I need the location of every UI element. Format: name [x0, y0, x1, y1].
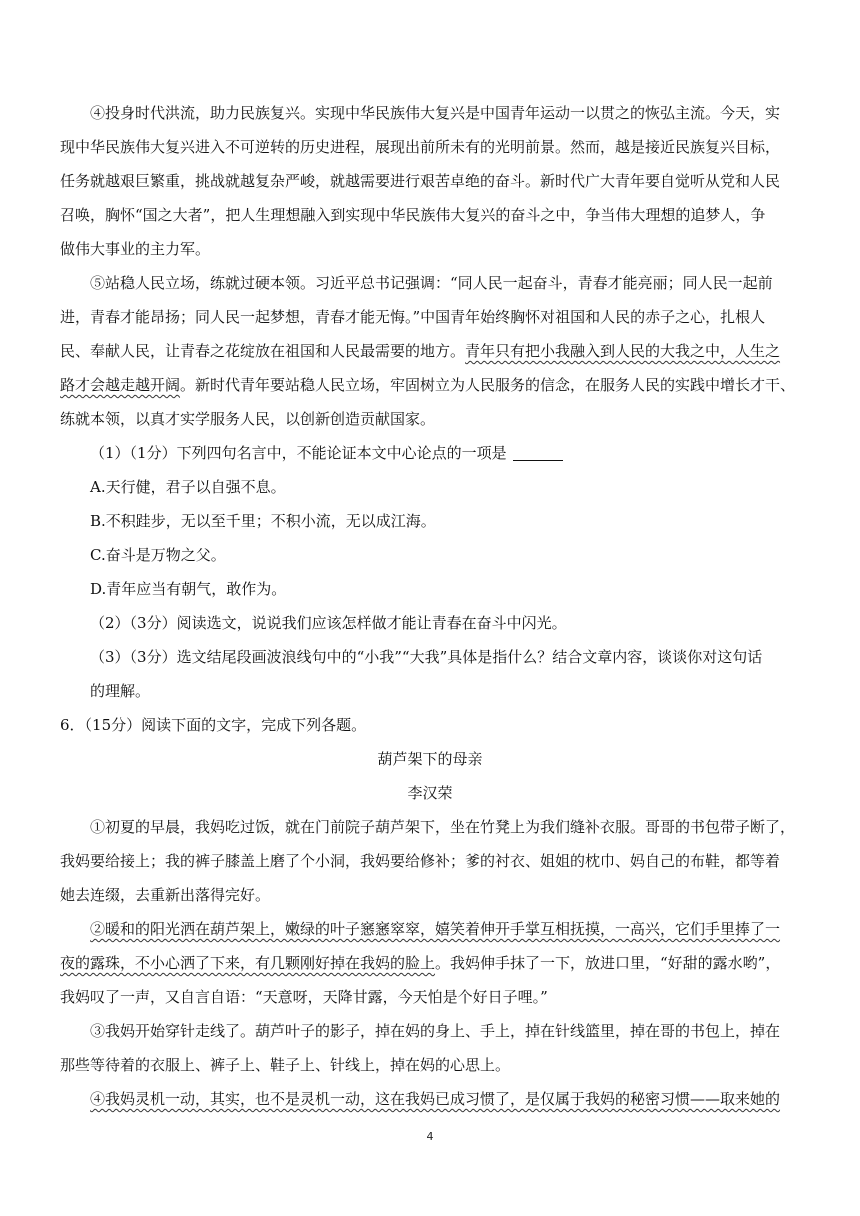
- article-paragraph-1: [60, 810, 800, 912]
- page-content: [60, 96, 800, 1116]
- text-line: ⑤站稳人民立场，练就过硬本领。习近平总书记强调：“同人民一起奋斗，青春才能亮丽；同人民一起前: [90, 274, 773, 292]
- text-line: ①初夏的早晨，我妈吃过饭，就在门前院子葫芦架下，坐在竹凳上为我们缝补衣服。哥哥的书包带子断了，: [90, 818, 796, 836]
- question-6-header: 6．（15分）阅读下面的文字，完成下列各题。: [60, 716, 367, 734]
- article-paragraph-4: [90, 1082, 800, 1116]
- option-b: B.不积跬步，无以至千里；不积小流，无以成江海。: [90, 512, 436, 530]
- text-line: 那些等待着的衣服上、裤子上、鞋子上、针线上，掉在妈的心思上。: [60, 1056, 511, 1074]
- wavy-underlined-sentence: ④我妈灵机一动，其实，也不是灵机一动，这在我妈已成习惯了，是仅属于我妈的秘密习惯——取来她的: [90, 1090, 781, 1108]
- article-title: 葫芦架下的母亲: [377, 750, 483, 768]
- text-line: 做伟大事业的主力军。: [60, 240, 211, 258]
- text-line: 召唤，胸怀“国之大者”，把人生理想融入到实现中华民族伟大复兴的奋斗之中，争当伟大理想的追梦人，争: [60, 206, 766, 224]
- text-segment: 民、奉献人民，让青春之花绽放在祖国和人民最需要的地方。: [60, 342, 466, 360]
- text-line: 现中华民族伟大复兴进入不可逆转的历史进程，展现出前所未有的光明前景。然而，越是接近民族复兴目标，: [60, 138, 781, 156]
- option-a: A.天行健，君子以自强不息。: [90, 478, 286, 496]
- text-line: 我妈叹了一声，又自言自语：“天意呀，天降甘露，今天怕是个好日子哩。”: [60, 988, 548, 1006]
- text-line: [60, 368, 800, 402]
- text-line: [60, 946, 800, 980]
- wavy-underlined-sentence: 路才会越走越开阔: [60, 376, 181, 394]
- wavy-underlined-sentence: ②暖和的阳光洒在葫芦架上，嫩绿的叶子窸窸窣窣，嬉笑着伸开手掌互相抚摸，一高兴，它们手里捧了一: [90, 920, 781, 938]
- text-line: ④投身时代洪流，助力民族复兴。实现中华民族伟大复兴是中国青年运动一以贯之的恢弘主流。今天，实: [90, 104, 781, 122]
- text-line: 我妈要给接上；我的裤子膝盖上磨了个小洞，我妈要给修补；爹的衬衣、姐姐的枕巾、妈自己的布鞋，都等着: [60, 852, 781, 870]
- text-segment: 。我妈伸手抹了一下，放进口里，“好甜的露水哟”，: [435, 954, 781, 972]
- question-3-continued: 的理解。: [90, 682, 151, 700]
- paragraph-4: [60, 96, 800, 266]
- article-paragraph-2: [60, 912, 800, 1014]
- question-3: （3）（3分）选文结尾段画波浪线句中的“小我”“大我”具体是指什么？结合文章内容，谈谈你对这句话: [90, 648, 763, 666]
- article-paragraph-3: [60, 1014, 800, 1082]
- text-line: [90, 912, 800, 946]
- question-block: [90, 436, 800, 708]
- answer-blank[interactable]: [513, 442, 563, 461]
- question-2: （2）（3分）阅读选文，说说我们应该怎样做才能让青春在奋斗中闪光。: [90, 614, 567, 632]
- text-line: [90, 1082, 800, 1116]
- question-text: （1）（1分）下列四句名言中，不能论证本文中心论点的一项是: [90, 444, 507, 462]
- text-line: 她去连缀，去重新出落得完好。: [60, 886, 271, 904]
- wavy-underlined-sentence: 青年只有把小我融入到人民的大我之中，人生之: [465, 342, 781, 360]
- question-6: [60, 708, 800, 1116]
- wavy-underlined-sentence: 夜的露珠，不小心洒了下来，有几颗刚好掉在我妈的脸上: [60, 954, 436, 972]
- text-line: 进，青春才能昂扬；同人民一起梦想，青春才能无悔。”中国青年始终胸怀对祖国和人民的赤子之心，扎根人: [60, 308, 766, 326]
- text-segment: 。新时代青年要站稳人民立场，牢固树立为人民服务的信念，在服务人民的实践中增长才干、: [180, 376, 796, 394]
- text-line: 练就本领，以真才实学服务人民，以创新创造贡献国家。: [60, 410, 436, 428]
- page-number: 4: [426, 1130, 434, 1143]
- option-c: C.奋斗是万物之父。: [90, 546, 226, 564]
- text-line: [60, 334, 800, 368]
- text-line: 任务就越艰巨繁重，挑战就越复杂严峻，就越需要进行艰苦卓绝的奋斗。新时代广大青年要自觉听从党和人民: [60, 172, 781, 190]
- article-author: 李汉荣: [407, 784, 453, 802]
- question-1: [90, 436, 800, 470]
- text-line: ③我妈开始穿针走线了。葫芦叶子的影子，掉在妈的身上、手上，掉在针线篮里，掉在哥的书包上，掉在: [90, 1022, 781, 1040]
- option-d: D.青年应当有朝气，敢作为。: [90, 580, 287, 598]
- paragraph-5: [60, 266, 800, 436]
